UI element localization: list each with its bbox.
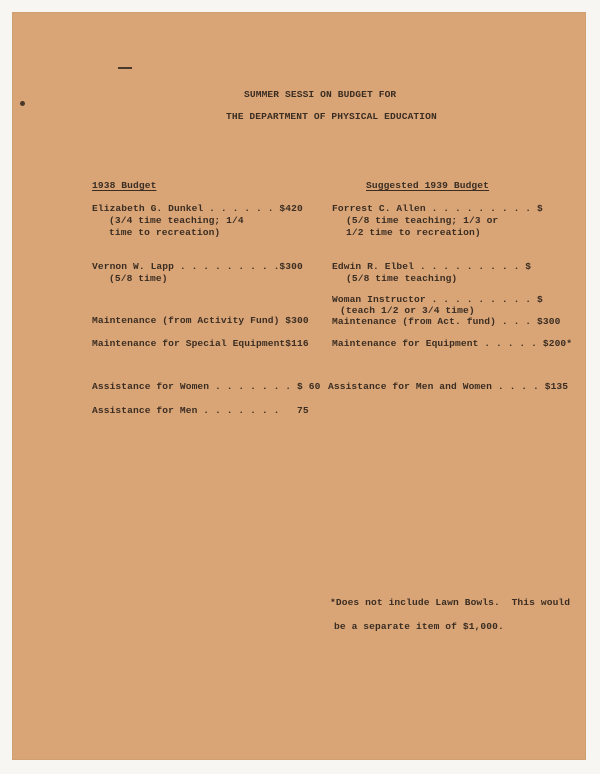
left-line-5: Maintenance (from Activity Fund) $300: [92, 315, 309, 326]
ink-mark: [118, 67, 132, 69]
right-line-2: 1/2 time to recreation): [346, 227, 481, 238]
left-line-6: Maintenance for Special Equipment$116: [92, 338, 309, 349]
right-line-4: (5/8 time teaching): [346, 273, 458, 284]
left-line-0: Elizabeth G. Dunkel . . . . . . $420: [92, 203, 303, 214]
right-line-8: Maintenance for Equipment . . . . . $200*: [332, 338, 573, 349]
ink-dot: [20, 101, 25, 106]
left-line-7: Assistance for Women . . . . . . . $ 60: [92, 381, 321, 392]
right-line-9: Assistance for Men and Women . . . . $135: [328, 381, 569, 392]
title-line-2: THE DEPARTMENT OF PHYSICAL EDUCATION: [226, 111, 437, 122]
left-heading: 1938 Budget: [92, 180, 157, 191]
right-line-3: Edwin R. Elbel . . . . . . . . . $: [332, 261, 532, 272]
right-line-7: Maintenance (from Act. fund) . . . $300: [332, 316, 561, 327]
title-line-1: SUMMER SESSI ON BUDGET FOR: [244, 89, 397, 100]
left-line-3: Vernon W. Lapp . . . . . . . . .$300: [92, 261, 303, 272]
left-line-8: Assistance for Men . . . . . . . 75: [92, 405, 309, 416]
document-page: [12, 12, 586, 760]
right-line-1: (5/8 time teaching; 1/3 or: [346, 215, 499, 226]
left-line-1: (3/4 time teaching; 1/4: [109, 215, 244, 226]
footnote-line-2: be a separate item of $1,000.: [334, 621, 504, 632]
right-heading: Suggested 1939 Budget: [366, 180, 490, 191]
footnote-line-1: *Does not include Lawn Bowls. This would: [330, 597, 571, 608]
right-line-5: Woman Instructor . . . . . . . . . $: [332, 294, 543, 305]
right-line-0: Forrest C. Allen . . . . . . . . . $: [332, 203, 543, 214]
left-line-4: (5/8 time): [109, 273, 168, 284]
right-line-6: (teach 1/2 or 3/4 time): [340, 305, 475, 316]
left-line-2: time to recreation): [109, 227, 221, 238]
